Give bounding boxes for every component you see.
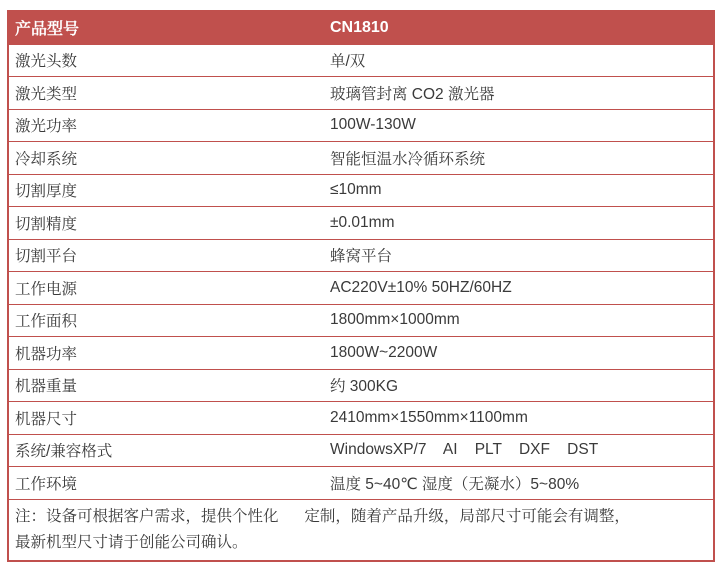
spec-label: 激光功率 xyxy=(15,118,78,136)
spec-label: 机器功率 xyxy=(15,345,78,363)
table-row xyxy=(9,142,713,175)
spec-value: ±0.01mm xyxy=(330,213,395,231)
spec-label: 切割精度 xyxy=(15,215,78,233)
header-label: 产品型号 xyxy=(15,21,80,39)
spec-label: 工作环境 xyxy=(15,475,78,493)
table-row xyxy=(9,175,713,208)
table-row xyxy=(9,240,713,273)
table-row xyxy=(9,77,713,110)
spec-value: ≤10mm xyxy=(330,181,382,199)
table-row xyxy=(9,370,713,403)
table-row xyxy=(9,110,713,143)
spec-value: 温度 5~40℃ 湿度（无凝水）5~80% xyxy=(330,475,580,493)
spec-value: 1800W~2200W xyxy=(330,343,438,361)
spec-value: 智能恒温水冷循环系统 xyxy=(330,150,486,168)
table-row xyxy=(9,467,713,500)
spec-value: 单/双 xyxy=(330,53,366,71)
spec-label: 激光头数 xyxy=(15,53,78,71)
spec-label: 系统/兼容格式 xyxy=(15,443,113,461)
table-row xyxy=(9,45,713,78)
header-model-value: CN1810 xyxy=(330,18,389,36)
spec-label: 工作面积 xyxy=(15,313,78,331)
note-line: 注：设备可根据客户需求，提供个性化 定制，随着产品升级，局部尺寸可能会有调整， xyxy=(15,507,630,525)
product-spec-table xyxy=(7,10,715,562)
spec-label: 机器重量 xyxy=(15,378,78,396)
table-row xyxy=(9,305,713,338)
table-row xyxy=(9,435,713,468)
table-row xyxy=(9,337,713,370)
spec-label: 激光类型 xyxy=(15,85,78,103)
spec-value: 约 300KG xyxy=(330,378,399,396)
spec-value: WindowsXP/7 AI PLT DXF DST xyxy=(330,441,599,459)
spec-value: 1800mm×1000mm xyxy=(330,311,460,329)
table-row xyxy=(9,272,713,305)
spec-label: 工作电源 xyxy=(15,280,78,298)
spec-value: 蜂窝平台 xyxy=(330,248,393,266)
spec-value: AC220V±10% 50HZ/60HZ xyxy=(330,278,512,296)
note-line: 最新机型尺寸请于创能公司确认。 xyxy=(15,533,248,551)
spec-value: 玻璃管封离 CO2 激光器 xyxy=(330,85,495,103)
spec-label: 切割厚度 xyxy=(15,183,78,201)
spec-label: 冷却系统 xyxy=(15,150,78,168)
spec-label: 机器尺寸 xyxy=(15,410,78,428)
table-row xyxy=(9,402,713,435)
table-row xyxy=(9,207,713,240)
note-row xyxy=(9,500,713,560)
spec-value: 100W-130W xyxy=(330,116,416,134)
spec-label: 切割平台 xyxy=(15,248,78,266)
spec-value: 2410mm×1550mm×1100mm xyxy=(330,408,528,426)
table-header-row xyxy=(9,12,713,45)
